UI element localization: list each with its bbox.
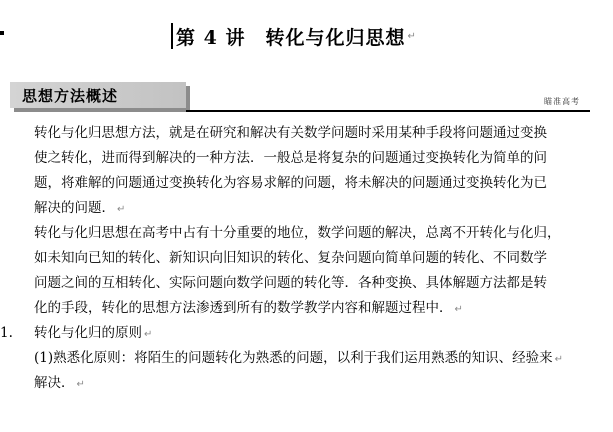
numbered-heading bbox=[0, 321, 593, 346]
paragraph-mark-icon: ↵ bbox=[407, 30, 416, 42]
section-tag: 瞄准高考 bbox=[544, 97, 580, 106]
line-text: 转化与化归思想在高考中占有十分重要的地位，数学问题的解决，总离不开转化与化归， bbox=[34, 225, 561, 241]
line-text: 化的手段，转化的思想方法渗透到所有的数学教学内容和解题过程中． bbox=[34, 300, 453, 316]
paragraph-mark-icon: ↵ bbox=[117, 204, 126, 215]
paragraph-line bbox=[13, 171, 593, 196]
line-text: 问题之间的互相转化、实际问题向数学问题的转化等．各种变换、具体解题方法都是转 bbox=[34, 275, 547, 291]
line-text: 题，将难解的问题通过变换转化为容易求解的问题，将未解决的问题通过变换转化为已 bbox=[34, 175, 547, 191]
line-text: 使之转化，进而得到解决的一种方法．一般总是将复杂的问题通过变换转化为简单的问 bbox=[34, 150, 547, 166]
paragraph-line bbox=[13, 196, 593, 221]
paragraph-mark-icon: ↵ bbox=[144, 329, 153, 340]
text-cursor-marker bbox=[0, 31, 4, 35]
paragraph-line bbox=[13, 271, 593, 296]
paragraph-line bbox=[13, 121, 593, 146]
line-text: 解决的问题． bbox=[34, 200, 115, 216]
line-text: 转化与化归思想方法，就是在研究和解决有关数学问题时采用某种手段将问题通过变换 bbox=[34, 125, 547, 141]
paragraph-mark-icon: ↵ bbox=[76, 379, 85, 390]
text-caret bbox=[171, 23, 173, 49]
line-text: 解决． bbox=[34, 375, 75, 391]
list-number: 1. bbox=[0, 325, 13, 341]
banner-underline bbox=[186, 110, 590, 112]
line-text: (1)熟悉化原则：将陌生的问题转化为熟悉的问题，以利于我们运用熟悉的知识、经验来 bbox=[34, 350, 553, 366]
document-title bbox=[171, 22, 416, 50]
list-heading-text: 转化与化归的原则 bbox=[34, 325, 142, 341]
banner-box bbox=[10, 82, 186, 108]
line-text: 如未知向已知的转化、新知识向旧知识的转化、复杂问题向简单问题的转化、不同数学 bbox=[34, 250, 547, 266]
paragraph-mark-icon: ↵ bbox=[554, 354, 564, 365]
paragraph-line bbox=[13, 221, 593, 246]
lecture-title: 第 4 讲 转化与化归思想 bbox=[176, 26, 406, 49]
document-body bbox=[0, 121, 593, 396]
paragraph-mark-icon: ↵ bbox=[454, 304, 463, 315]
paragraph-line bbox=[13, 371, 593, 396]
paragraph-line bbox=[13, 346, 593, 371]
paragraph-line bbox=[13, 246, 593, 271]
section-title: 思想方法概述 bbox=[22, 87, 119, 105]
paragraph-line bbox=[13, 146, 593, 171]
paragraph-line bbox=[13, 296, 593, 321]
section-banner bbox=[10, 82, 590, 114]
